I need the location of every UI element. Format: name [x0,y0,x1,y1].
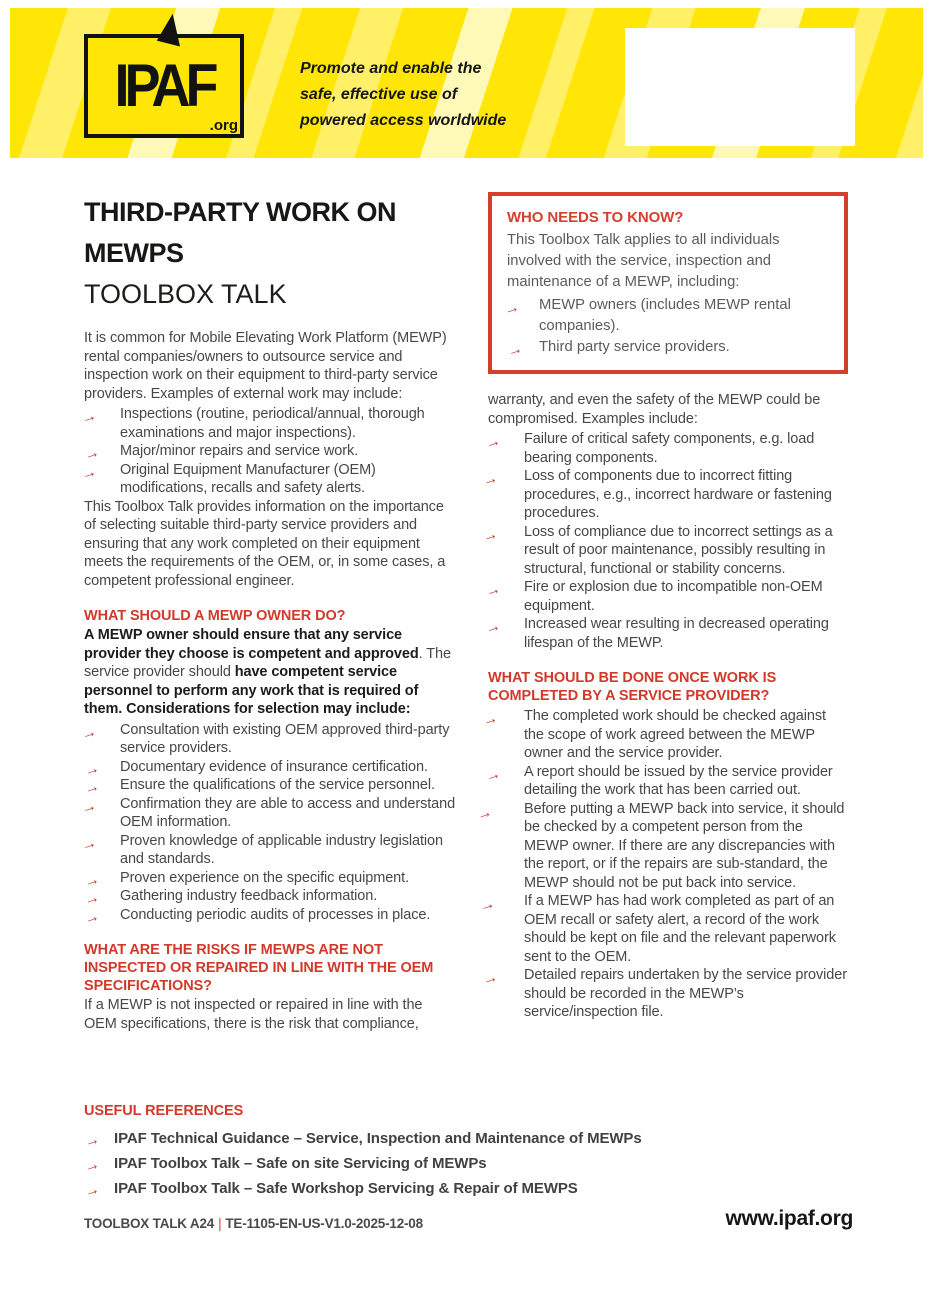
arrow-bullet-icon: → [483,764,503,786]
list-item-text: Detailed repairs undertaken by the service provider should be recorded in the MEWP’s service/inspection file. [524,967,847,1020]
list-item [474,800,848,893]
list-item [82,776,456,799]
arrow-bullet-icon: → [501,298,522,320]
arrow-bullet-icon: → [480,709,500,731]
list-item [84,1126,853,1151]
list-item [480,966,848,1022]
arrow-bullet-icon: → [483,579,503,601]
list-item [483,578,848,615]
blank-label-box [625,28,855,146]
list-item [84,1151,853,1176]
arrow-bullet-icon: → [82,1155,102,1177]
arrow-bullet-icon: → [483,616,503,638]
list-item-text: If a MEWP has had work completed as part of an OEM recall or safety alert, a record of the work should be kept on file and the relevant paperwork sent to the OEM. [524,893,836,965]
tagline-line: safe, effective use of [300,86,458,103]
list-item-text: IPAF Technical Guidance – Service, Inspection and Maintenance of MEWPs [114,1130,642,1147]
list-item [82,442,456,465]
list-item [501,295,829,337]
arrow-bullet-icon: → [82,758,102,780]
who-box-intro: This Toolbox Talk applies to all individuals involved with the service, inspection and maintenance of a MEWP, including: [507,232,780,290]
risk-examples-list [480,430,848,652]
content [79,192,848,1033]
list-item-text: A report should be issued by the service provider detailing the work that has been carried out. [524,763,833,798]
arrow-bullet-icon: → [79,406,99,428]
references-heading: USEFUL REFERENCES [84,1103,244,1119]
left-column [79,192,456,1033]
section-heading-owner: WHAT SHOULD A MEWP OWNER DO? [84,608,346,624]
list-item-text: Documentary evidence of insurance certification. [120,758,428,775]
owner-paragraph-bold1: A MEWP owner should ensure that any service provider they choose is competent and approved [84,627,419,662]
owner-paragraph-bold2: have competent service personnel to perform any work that is required of them. Considerations for selection may include: [84,664,419,717]
list-item [82,906,456,928]
list-item [82,869,456,891]
tagline-line: powered access worldwide [300,112,507,129]
list-item [79,832,456,869]
arrow-bullet-icon: → [82,888,102,910]
page-title-line1: THIRD-PARTY WORK ON [84,197,396,227]
purpose-paragraph: This Toolbox Talk provides information on the importance of selecting suitable third-party service providers and ensuring that any work completed on their equipment meets the requirements of the OEM, or, in some cases, a competent professional engineer. [84,498,446,589]
arrow-bullet-icon: → [483,431,503,453]
risks-paragraph: If a MEWP is not inspected or repaired in line with the OEM specifications, there is the risk that compliance, [84,997,423,1032]
list-item [480,707,848,763]
list-item [477,892,848,966]
logo-triangle-icon [157,12,188,47]
arrow-bullet-icon: → [480,524,500,546]
arrow-bullet-icon: → [79,462,99,484]
arrow-bullet-icon: → [480,968,500,990]
tagline-line: Promote and enable the [300,60,482,77]
list-item-text: Major/minor repairs and service work. [120,443,359,459]
list-item [505,337,829,361]
risks-continued-paragraph: warranty, and even the safety of the MEWP could be compromised. Examples include: [488,392,821,427]
arrow-bullet-icon: → [82,443,102,465]
arrow-bullet-icon: → [477,894,497,916]
arrow-bullet-icon: → [82,777,102,799]
audience-list [501,295,829,361]
external-work-list [79,405,456,498]
list-item-text: Confirmation they are able to access and understand OEM information. [120,795,456,830]
list-item [82,758,456,780]
owner-paragraph [84,626,456,719]
arrow-bullet-icon: → [82,906,102,928]
list-item-text: Conducting periodic audits of processes in place. [120,906,431,923]
list-item-text: Gathering industry feedback information. [120,888,378,904]
website-link[interactable]: www.ipaf.org [725,1207,853,1230]
list-item [480,523,848,579]
section-heading-completed: WHAT SHOULD BE DONE ONCE WORK IS COMPLETED BY A SERVICE PROVIDER? [488,670,777,704]
bottom-section [84,1102,853,1231]
list-item-text: Ensure the qualifications of the service personnel. [120,777,435,793]
list-item [84,1176,853,1201]
arrow-bullet-icon: → [82,1180,102,1202]
arrow-bullet-icon: → [79,722,99,744]
list-item-text: Inspections (routine, periodical/annual, thorough examinations and major inspections). [120,406,425,441]
header-band [10,8,923,158]
section-heading-risks: WHAT ARE THE RISKS IF MEWPS ARE NOT INSPECTED OR REPAIRED IN LINE WITH THE OEM SPECIFICATIONS? [84,942,434,994]
list-item-text: Original Equipment Manufacturer (OEM) modifications, recalls and safety alerts. [120,461,376,496]
tagline [300,56,506,134]
list-item [79,721,456,758]
document-id [84,1216,423,1231]
list-item [483,615,848,652]
right-column [474,192,848,1033]
page-title-line2: MEWPS [84,238,184,268]
list-item [483,763,848,800]
list-item [480,467,848,523]
list-item-text: The completed work should be checked against the scope of work agreed between the MEWP owner and the service provider. [524,708,826,761]
footer [84,1207,853,1231]
list-item-text: Proven experience on the specific equipment. [120,869,409,886]
list-item [79,461,456,498]
list-item-text: Proven knowledge of applicable industry legislation and standards. [120,832,443,867]
arrow-bullet-icon: → [79,796,99,818]
arrow-bullet-icon: → [474,802,495,824]
arrow-bullet-icon: → [82,1130,102,1152]
list-item [483,430,848,467]
who-needs-to-know-box [488,192,848,374]
list-item [79,795,456,832]
list-item-text: Loss of components due to incorrect fitting procedures, e.g., incorrect hardware or fastening procedures. [524,468,832,521]
list-item-text: Fire or explosion due to incompatible non-OEM equipment. [524,579,823,614]
ipaf-logo [84,34,244,138]
separator: | [218,1216,222,1231]
logo-text: IPAF [114,52,214,120]
completed-actions-list [474,707,848,1022]
logo-org-suffix: .org [209,117,238,134]
list-item-text: IPAF Toolbox Talk – Safe on site Servicing of MEWPs [114,1155,487,1172]
list-item-text: Third party service providers. [539,339,730,355]
document-code: TE-1105-EN-US-V1.0-2025-12-08 [225,1216,423,1231]
who-box-heading: WHO NEEDS TO KNOW? [507,209,684,226]
list-item-text: IPAF Toolbox Talk – Safe Workshop Servicing & Repair of MEWPS [114,1180,578,1197]
references-list [84,1126,853,1201]
arrow-bullet-icon: → [505,339,525,361]
list-item-text: Loss of compliance due to incorrect settings as a result of poor maintenance, possibly resulting in structural, functional or stability concerns. [524,523,833,577]
owner-paragraph-regular: . The service provider should [84,645,451,680]
arrow-bullet-icon: → [480,469,500,491]
document-ref: TOOLBOX TALK A24 [84,1216,215,1231]
list-item-text: Before putting a MEWP back into service, it should be checked by a competent person from the MEWP owner. If there are any discrepancies with the report, or if the repairs are sub-standard, the MEWP should not be put back into service. [524,800,845,891]
list-item-text: Failure of critical safety components, e.g. load bearing components. [524,431,815,466]
list-item [79,405,456,442]
page-subtitle: TOOLBOX TALK [84,279,287,309]
intro-paragraph: It is common for Mobile Elevating Work Platform (MEWP) rental companies/owners to outsource service and inspection work on their equipment to third-party service providers. Examples of external work may include: [84,330,447,402]
list-item [82,887,456,910]
arrow-bullet-icon: → [79,833,99,855]
arrow-bullet-icon: → [82,869,102,891]
list-item-text: Increased wear resulting in decreased operating lifespan of the MEWP. [524,616,829,651]
considerations-list [79,721,456,928]
list-item-text: Consultation with existing OEM approved third-party service providers. [120,721,450,756]
list-item-text: MEWP owners (includes MEWP rental companies). [539,297,791,334]
